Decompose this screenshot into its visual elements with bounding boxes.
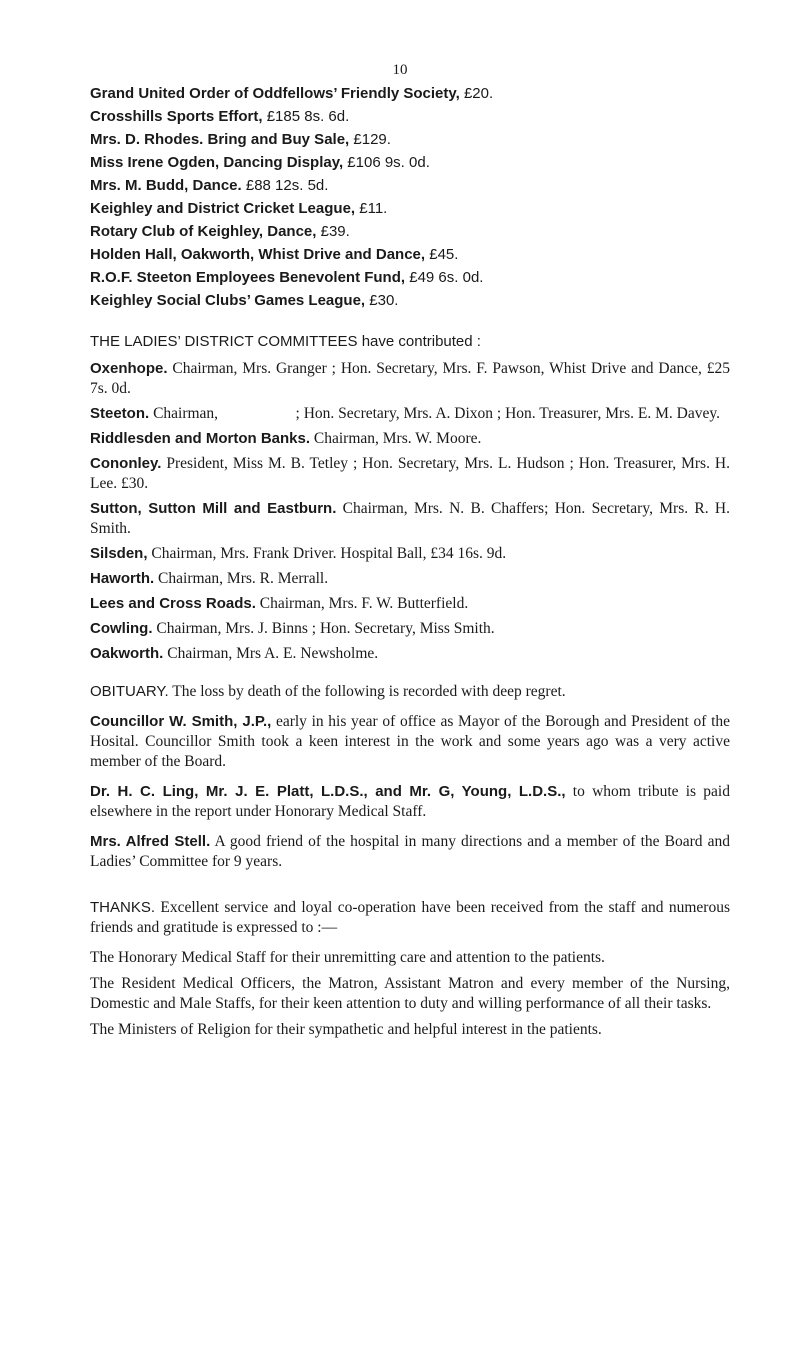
list-item	[90, 106, 730, 128]
obituary-heading: OBITUARY.	[90, 683, 169, 700]
committee-text: President, Miss M. B. Tetley ; Hon. Secretary, Mrs. L. Hudson ; Hon. Treasurer, Mrs. H. Lee. £30.	[90, 455, 730, 492]
list-item	[90, 619, 730, 639]
committee-text: Chairman, Mrs. Granger ; Hon. Secretary, Mrs. F. Pawson, Whist Drive and Dance, £25 7s. 0d.	[90, 360, 730, 397]
obituary-text: to whom tribute is paid elsewhere in the report under Honorary Medical Staff.	[90, 783, 730, 820]
entry-amount: £11.	[355, 200, 388, 217]
list-item	[90, 198, 730, 220]
entry-name: Holden Hall, Oakworth, Whist Drive and Dance,	[90, 246, 426, 263]
entry-name: Miss Irene Ogden, Dancing Display,	[90, 154, 344, 171]
committee-place: Lees and Cross Roads.	[90, 595, 256, 612]
obituary-entry	[90, 782, 730, 822]
list-item	[90, 290, 730, 312]
thanks-intro-text: Excellent service and loyal co-operation have been received from the staff and numerous friends and gratitude is expressed to :—	[90, 899, 730, 936]
list-item	[90, 544, 730, 564]
entry-amount: £30.	[365, 292, 399, 309]
committee-place: Oxenhope.	[90, 360, 168, 377]
committee-list	[90, 359, 730, 664]
committee-place: Riddlesden and Morton Banks.	[90, 430, 311, 447]
entry-amount: £88 12s. 5d.	[241, 177, 329, 194]
ladies-committees-heading: THE LADIES’ DISTRICT COMMITTEES have contributed :	[90, 333, 481, 350]
entry-amount: £39.	[316, 223, 350, 240]
committee-place: Sutton, Sutton Mill and Eastburn.	[90, 500, 337, 517]
entry-amount: £106 9s. 0d.	[343, 154, 430, 171]
entry-amount: £20.	[459, 85, 494, 102]
obituary-name: Mrs. Alfred Stell.	[90, 833, 211, 850]
thanks-intro	[90, 898, 730, 938]
committee-place: Cononley.	[90, 455, 162, 472]
committee-place: Silsden,	[90, 545, 148, 562]
committee-text: Chairman, Mrs. R. Merrall.	[154, 570, 329, 587]
list-item	[90, 569, 730, 589]
obituary-name: Councillor W. Smith, J.P.,	[90, 713, 272, 730]
list-item	[90, 129, 730, 151]
list-item	[90, 83, 730, 105]
entry-name: Grand United Order of Oddfellows’ Friendly Society,	[90, 85, 460, 102]
obituary-entry	[90, 712, 730, 772]
list-item	[90, 644, 730, 664]
thanks-heading: THANKS.	[90, 899, 156, 916]
committee-place: Cowling.	[90, 620, 153, 637]
list-item	[90, 404, 730, 424]
thanks-item: The Resident Medical Officers, the Matron, Assistant Matron and every member of the Nursing, Domestic and Male Staffs, for their keen attention to duty and willing performance of all their tasks.	[90, 975, 730, 1012]
obituary-text: early in his year of office as Mayor of the Borough and President of the Hosital. Councillor Smith took a keen interest in the work and some years ago was a very active member of the Board.	[90, 713, 730, 770]
entry-name: R.O.F. Steeton Employees Benevolent Fund,	[90, 269, 406, 286]
committee-text: Chairman, Mrs. W. Moore.	[310, 430, 482, 447]
obituary-name: Dr. H. C. Ling, Mr. J. E. Platt, L.D.S., and Mr. G, Young, L.D.S.,	[90, 783, 566, 800]
list-item	[90, 454, 730, 494]
list-item	[90, 175, 730, 197]
page-number: 10	[392, 62, 408, 78]
committee-text: Chairman, Mrs. F. W. Butterfield.	[255, 595, 469, 612]
organisation-list	[90, 83, 730, 312]
entry-name: Mrs. M. Budd, Dance.	[90, 177, 242, 194]
list-item	[90, 429, 730, 449]
list-item	[90, 221, 730, 243]
thanks-item: The Ministers of Religion for their sympathetic and helpful interest in the patients.	[90, 1021, 602, 1038]
entry-name: Crosshills Sports Effort,	[90, 108, 263, 125]
committee-text: Chairman, Mrs. J. Binns ; Hon. Secretary, Miss Smith.	[152, 620, 495, 637]
entry-name: Rotary Club of Keighley, Dance,	[90, 223, 317, 240]
list-item	[90, 244, 730, 266]
committee-place: Haworth.	[90, 570, 155, 587]
entry-amount: £129.	[349, 131, 391, 148]
obituary-intro	[90, 682, 730, 702]
list-item	[90, 359, 730, 399]
committee-place: Steeton.	[90, 405, 150, 422]
entry-name: Keighley and District Cricket League,	[90, 200, 356, 217]
entry-amount: £49 6s. 0d.	[405, 269, 484, 286]
committee-place: Oakworth.	[90, 645, 164, 662]
committee-text: Chairman, Mrs. N. B. Chaffers; Hon. Secretary, Mrs. R. H. Smith.	[90, 500, 730, 537]
list-item	[90, 267, 730, 289]
obituary-entry	[90, 832, 730, 872]
entry-amount: £185 8s. 6d.	[262, 108, 350, 125]
committee-text: Chairman, Mrs. Frank Driver. Hospital Ball, £34 16s. 9d.	[147, 545, 507, 562]
page-content	[90, 83, 730, 1040]
entry-name: Keighley Social Clubs’ Games League,	[90, 292, 366, 309]
list-item	[90, 152, 730, 174]
entry-name: Mrs. D. Rhodes. Bring and Buy Sale,	[90, 131, 350, 148]
committee-text: Chairman, ; Hon. Secretary, Mrs. A. Dixon ; Hon. Treasurer, Mrs. E. M. Davey.	[149, 405, 720, 422]
entry-amount: £45.	[425, 246, 459, 263]
obituary-intro-text: The loss by death of the following is recorded with deep regret.	[168, 683, 566, 700]
list-item	[90, 594, 730, 614]
obituary-text: A good friend of the hospital in many directions and a member of the Board and Ladies’ Committee for 9 years.	[90, 833, 730, 870]
thanks-item: The Honorary Medical Staff for their unremitting care and attention to the patients.	[90, 949, 605, 966]
list-item	[90, 499, 730, 539]
committee-text: Chairman, Mrs A. E. Newsholme.	[163, 645, 379, 662]
